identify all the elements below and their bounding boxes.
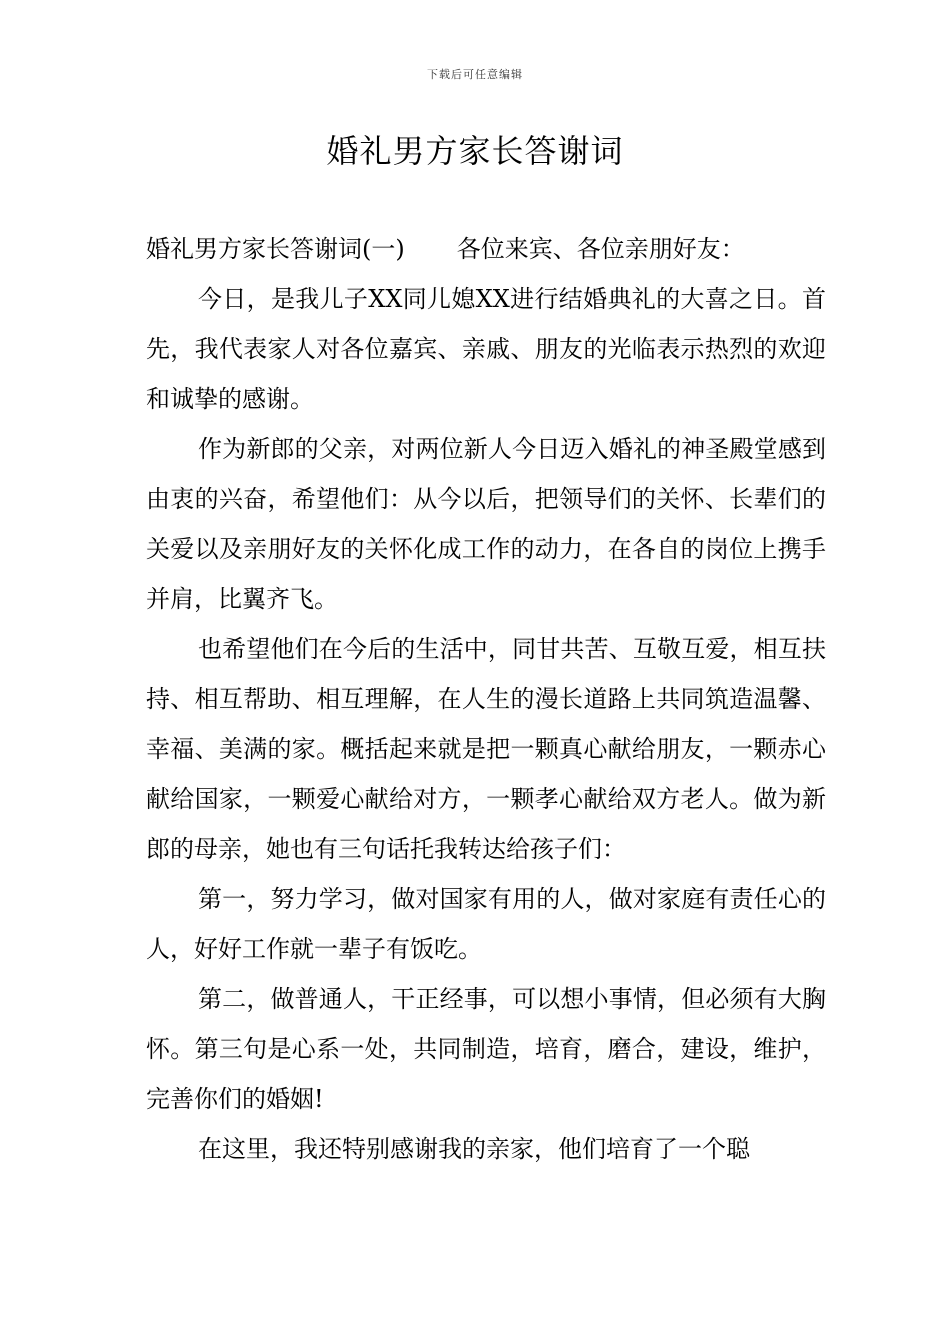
paragraph-2: 作为新郎的父亲，对两位新人今日迈入婚礼的神圣殿堂感到由衷的兴奋，希望他们：从今以后，把领导们的关怀、长辈们的关爱以及亲朋好友的关怀化成工作的动力，在各自的岗位上携手并肩，比翼齐飞。	[146, 435, 826, 613]
document-body	[146, 224, 826, 1174]
paragraph-5: 第二，做普通人，干正经事，可以想小事情，但必须有大胸怀。第三句是心系一处，共同制造，培育，磨合，建设，维护，完善你们的婚姻!	[146, 985, 826, 1113]
paragraph-4: 第一，努力学习，做对国家有用的人，做对家庭有责任心的人，好好工作就一辈子有饭吃。	[146, 885, 826, 963]
salutation: 各位来宾、各位亲朋好友：	[456, 235, 745, 263]
paragraph-3: 也希望他们在今后的生活中，同甘共苦、互敬互爱，相互扶持、相互帮助、相互理解，在人生的漫长道路上共同筑造温馨、幸福、美满的家。概括起来就是把一颗真心献给朋友，一颗赤心献给国家，一颗爱心献给对方，一颗孝心献给双方老人。做为新郎的母亲，她也有三句话托我转达给孩子们：	[146, 635, 826, 863]
opening-line	[146, 224, 826, 274]
paragraph-1: 今日，是我儿子XX同儿媳XX进行结婚典礼的大喜之日。首先，我代表家人对各位嘉宾、亲戚、朋友的光临表示热烈的欢迎和诚挚的感谢。	[146, 285, 826, 413]
subtitle: 婚礼男方家长答谢词(一)	[146, 235, 405, 263]
paragraph-6: 在这里，我还特别感谢我的亲家，他们培育了一个聪	[198, 1135, 750, 1163]
document-title: 婚礼男方家长答谢词	[326, 132, 624, 170]
header-note: 下载后可任意编辑	[427, 68, 523, 81]
